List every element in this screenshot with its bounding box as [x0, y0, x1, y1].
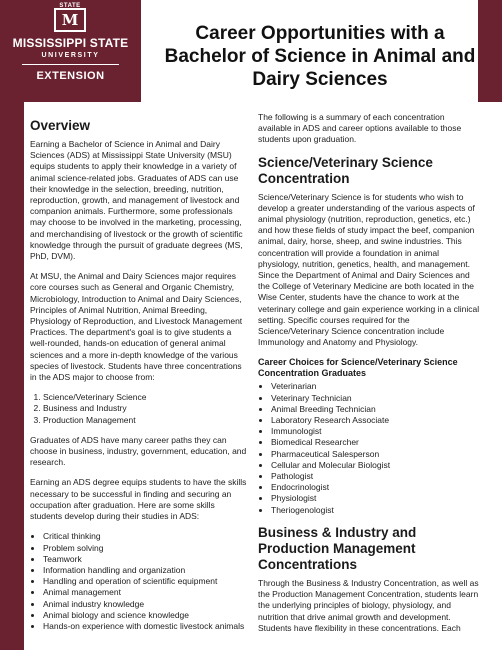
overview-paragraph-2: At MSU, the Animal and Dairy Sciences major requires core courses such as General and Organic Chemistry, Microbiology, Introduction to Animal and Dairy Sciences, Principles of Animal Nutrition, Animal Breeding, Physiology of Reproduction, and Livestock Management Practices. The department's goal is to give students a well-rounded, hands-on education of general animal sciences and a more in-depth knowledge of the various species of livestock. Students have three concentrations in the ADS major to choose from: — [30, 271, 243, 383]
logo-extension-label: EXTENSION — [36, 70, 105, 82]
business-concentration-heading: Business & Industry and Production Management Concentrations — [258, 524, 417, 572]
right-maroon-strip — [478, 0, 502, 102]
list-item: • Critical thinking — [43, 531, 248, 542]
list-item: • Information handling and organization — [43, 565, 248, 576]
science-concentration-heading: Science/Veterinary Science Concentration — [258, 154, 433, 186]
science-concentration-paragraph: Science/Veterinary Science is for students who wish to develop a greater understanding of the various aspects of animal physiology (nutrition, reproduction, genetics, etc.) and how these fields of study impact the beef, companion animal, dairy, horse, sheep, and swine industries. This concentration will provide a foundation in animal physiology, nutrition, genetics, health, and management. Since the Department of Animal and Dairy Sciences and the College of Veterinary Medicine are both located in the Wise Center, students have the chance to work at the veterinary college and gain experience working in a clinical setting. Specific courses required for the Science/Veterinary Science concentration include Immunology and Anatomy and Physiology. — [258, 191, 480, 348]
career-choices-heading: Career Choices for Science/Veterinary Science Concentration Graduates — [258, 357, 458, 379]
list-item: • Hands-on experience with domestic livestock animals — [43, 621, 248, 632]
list-item: • Pathologist — [271, 471, 480, 482]
msu-extension-logo — [0, 0, 141, 102]
list-item: • Animal Breeding Technician — [271, 404, 480, 415]
list-item: • Animal management — [43, 587, 248, 598]
list-item: 1. Science/Veterinary Science — [43, 392, 248, 403]
overview-paragraph-3: Graduates of ADS have many career paths they can choose in business, industry, government, education, and research. — [30, 434, 247, 468]
overview-heading: Overview — [30, 118, 91, 133]
list-item: • Endocrinologist — [271, 482, 480, 493]
concentration-list — [30, 392, 248, 426]
right-column — [258, 112, 480, 643]
list-item: • Handling and operation of scientific equipment — [43, 576, 248, 587]
list-item: • Biomedical Researcher — [271, 437, 480, 448]
list-item: 3. Production Management — [43, 415, 248, 426]
list-item: • Problem solving — [43, 543, 248, 554]
overview-paragraph-4: Earning an ADS degree equips students to have the skills necessary to be successful in finding and securing an occupation after graduation. Here are some skills students develop during their studies in ADS: — [30, 477, 247, 522]
logo-university-name: MISSISSIPPI STATE — [12, 36, 129, 50]
list-item: • Pharmaceutical Salesperson — [271, 449, 480, 460]
business-concentration-paragraph: Through the Business & Industry Concentration, as well as the Production Management Concentration, students learn the underlying principles of biology, physiology, and nutrition that drive animal growth and development. Students have flexibility in these concentrations. Each — [258, 577, 479, 633]
list-item: • Teamwork — [43, 554, 248, 565]
list-item: • Theriogenologist — [271, 505, 480, 516]
summary-intro: The following is a summary of each concentration available in ADS and career options available to those students upon graduation. — [258, 112, 462, 145]
list-item: • Veterinarian — [271, 381, 480, 392]
page-title: Career Opportunities with a Bachelor of Science in Animal and Dairy Sciences — [164, 23, 476, 90]
list-item: • Laboratory Research Associate — [271, 415, 480, 426]
logo-divider — [22, 64, 119, 65]
list-item: • Immunologist — [271, 426, 480, 437]
left-column — [30, 112, 248, 641]
list-item: • Cellular and Molecular Biologist — [271, 460, 480, 471]
list-item: 2. Business and Industry — [43, 403, 248, 414]
list-item: • Veterinary Technician — [271, 393, 480, 404]
m-crest-icon: STATE M — [54, 8, 86, 32]
skills-list — [30, 531, 248, 632]
overview-paragraph-1: Earning a Bachelor of Science in Animal and Dairy Sciences (ADS) at Mississippi State University (MSU) equips students to apply their knowledge in a variety of animal science-related jobs. Graduates of ADS can use their knowledge in the selection, breeding, nutrition, reproduction, growth, and management of livestock and companion animals. Furthermore, some professionals may choose to be involved in the marketing, processing, and merchandising of livestock or the growth of scientific knowledge through the pursuit of graduate degrees (MS, PhD, DVM). — [30, 139, 243, 262]
list-item: • Animal biology and science knowledge — [43, 610, 248, 621]
logo-university-label: UNIVERSITY — [41, 52, 100, 59]
career-list — [258, 381, 480, 515]
list-item: • Physiologist — [271, 493, 480, 504]
list-item: • Animal industry knowledge — [43, 599, 248, 610]
